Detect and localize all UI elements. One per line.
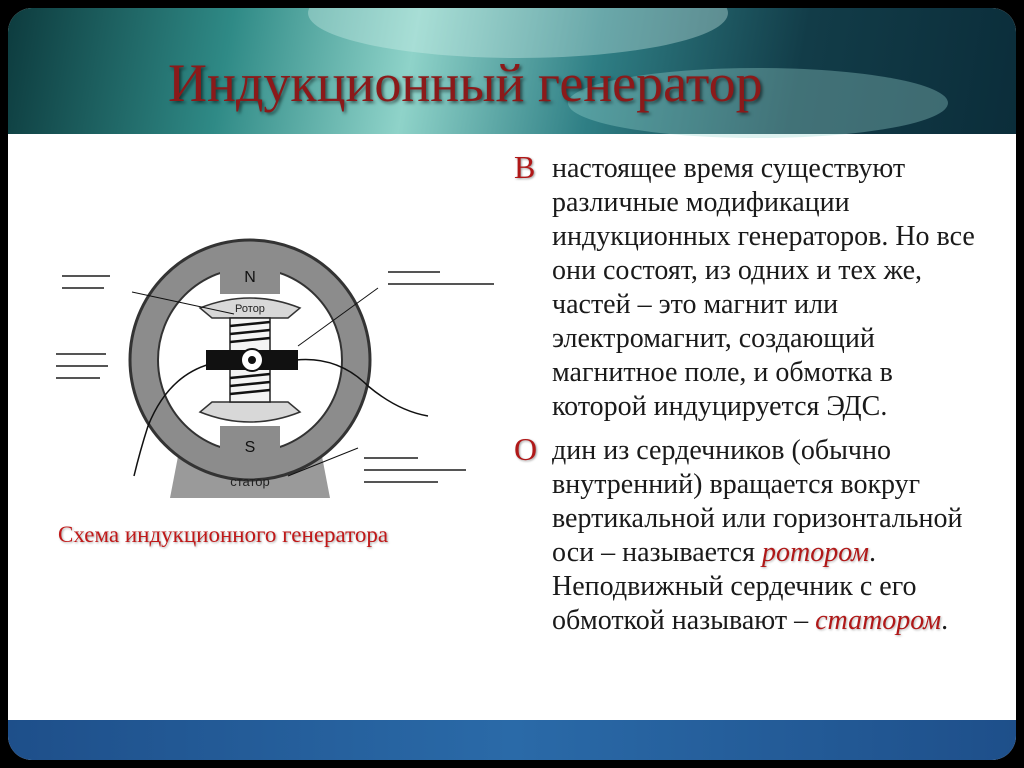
header-banner bbox=[8, 8, 1016, 134]
drop-cap: В bbox=[514, 149, 536, 185]
drop-cap: О bbox=[514, 431, 538, 467]
paragraph-text: . Неподвижный сердечник с его обмоткой называют – bbox=[552, 537, 917, 636]
footer-band bbox=[8, 720, 1016, 760]
body-text bbox=[512, 149, 992, 648]
pole-n-label: N bbox=[244, 269, 256, 286]
slide bbox=[8, 8, 1016, 760]
paragraph-2 bbox=[512, 431, 992, 638]
stator-label: статор bbox=[230, 474, 270, 489]
diagram-caption: Схема индукционного генератора bbox=[58, 522, 389, 547]
term-stator: статором bbox=[815, 605, 942, 636]
pole-s-label: S bbox=[244, 439, 256, 456]
term-rotor: ротором bbox=[762, 537, 870, 568]
shaft-center bbox=[248, 356, 256, 364]
slide-title: Индукционный генератор bbox=[168, 53, 763, 113]
paragraph-text: . bbox=[941, 605, 949, 636]
rotor-label: Ротор bbox=[235, 303, 265, 315]
paragraph-text: дин из сердечников (обычно внутренний) вращается вокруг вертикальной или горизонтальной оси – называется bbox=[552, 435, 963, 568]
paragraph-1 bbox=[512, 149, 992, 424]
highlight-streak bbox=[308, 8, 728, 58]
paragraph-text: настоящее время существуют различные модификации индукционных генераторов. Но все они состоят, из одних и тех же, частей – это магнит или электромагнит, создающий магнитное поле, и обмотка в которой индуцируется ЭДС. bbox=[552, 153, 975, 422]
generator-diagram bbox=[48, 236, 498, 502]
